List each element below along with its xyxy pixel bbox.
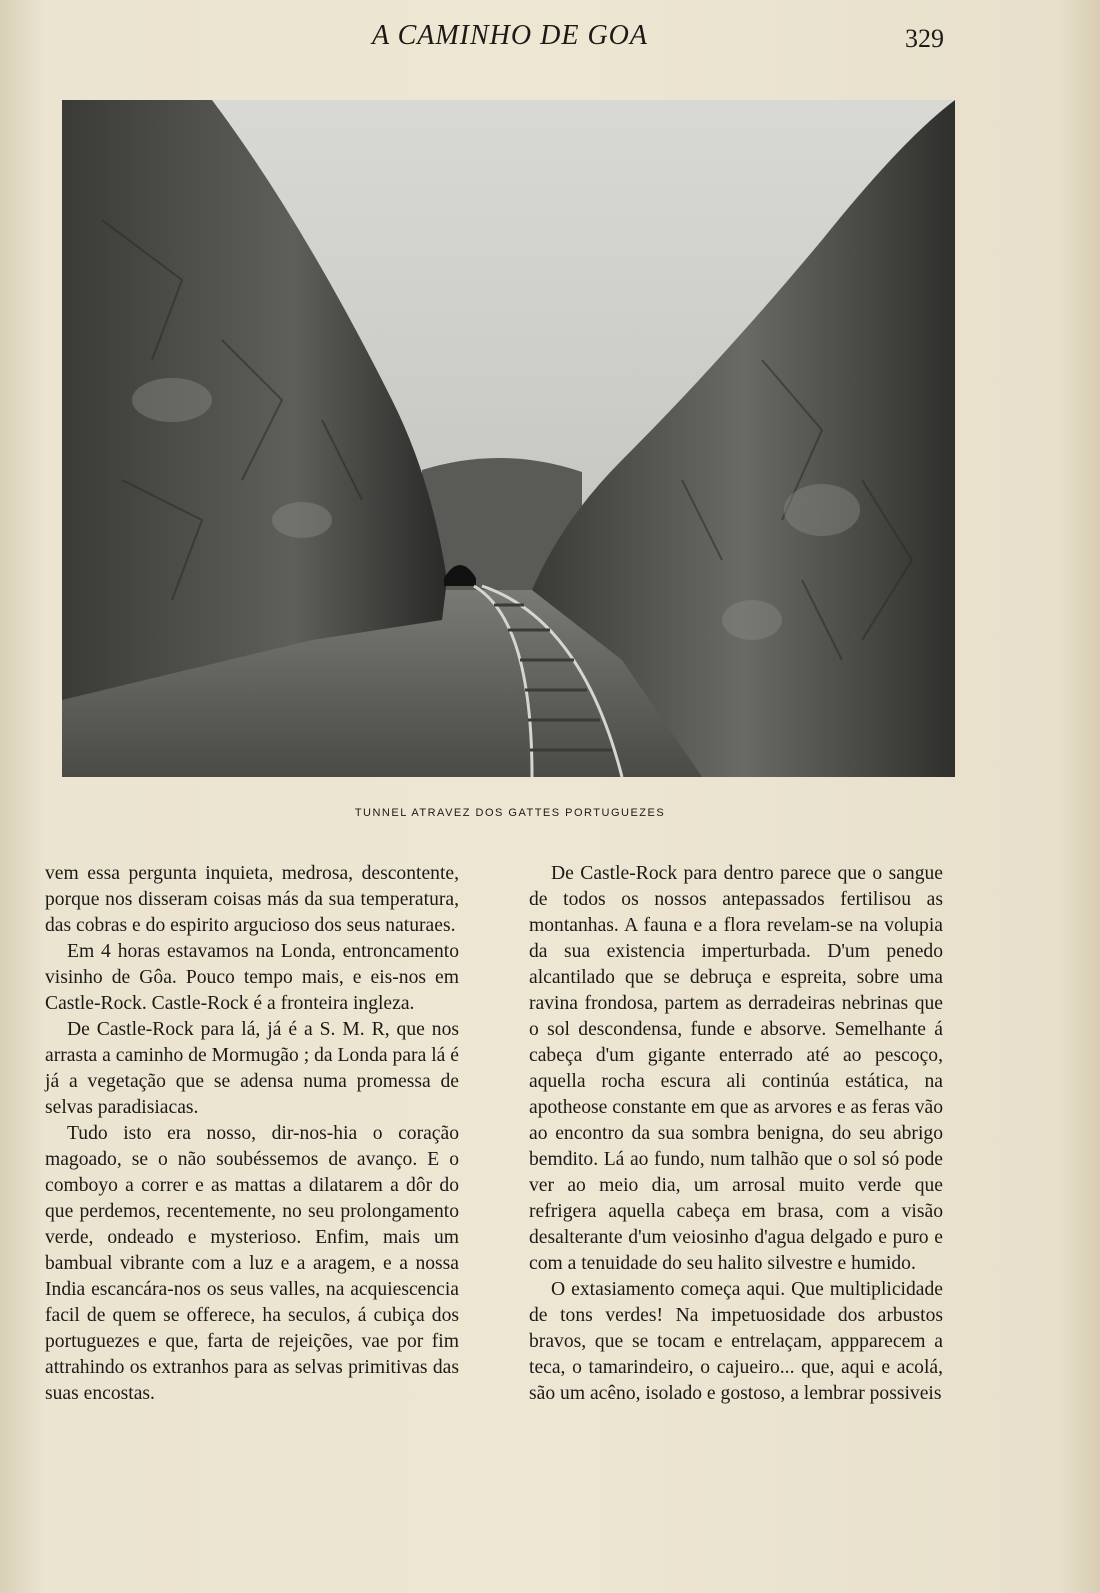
paragraph: Tudo isto era nosso, dir-nos-hia o coração magoado, se o não soubéssemos de avanço. E o comboyo a correr e as mattas a dilatarem a dôr do que perdemos, recentemente, no seu prolongamento verde, ondeado e mysterioso. Enfim, mais um bambual vibrante com a luz e a aragem, e a nossa India escancára-nos os seus valles, na acquiescencia facil de quem se offerece, ha seculos, á cubiça dos portuguezes e que, farta de rejeições, vae por fim attrahindo os extranhos para as selvas primitivas das suas encostas. [45,1123,459,1404]
paragraph: Em 4 horas estavamos na Londa, entroncamento visinho de Gôa. Pouco tempo mais, e eis-nos em Castle-Rock. Castle-Rock é a fronteira ingleza. [45,941,459,1014]
paragraph: vem essa pergunta inquieta, medrosa, descontente, porque nos disseram coisas más da sua temperatura, das cobras e do espirito argucioso dos seus naturaes. [45,863,459,936]
left-text-column [45,861,459,1407]
paragraph: De Castle-Rock para dentro parece que o sangue de todos os nossos antepassados fertilisou as montanhas. A fauna e a flora revelam-se na volupia da sua existencia imperturbada. D'um penedo alcantilado que se debruça e espreita, sobre uma ravina frondosa, partem as derradeiras nebrinas que o sol descondensa, funde e absorve. Semelhante á cabeça d'um gigante enterrado até ao pescoço, aquella rocha escura ali continúa estática, na apotheose constante em que as arvores e as feras vão ao encontro da sua sombra benigna, do seu abrigo bemdito. Lá ao fundo, num talhão que o sol só pode ver ao meio dia, um arrosal muito verde que refrigera aquella cabeça em brasa, com a visão desalterante d'um veiosinho d'agua delgado e puro e com a tenuidade do seu halito silvestre e humido. [529,863,944,1274]
paragraph: De Castle-Rock para lá, já é a S. M. R, que nos arrasta a caminho de Mormugão ; da Londa para lá é já a vegetação que se adensa numa promessa de selvas paradisiacas. [45,1019,459,1118]
photo-caption: TUNNEL ATRAVEZ DOS GATTES PORTUGUEZES [354,807,666,819]
railway-tunnel-photograph [62,100,955,777]
page-number: 329 [905,24,944,53]
running-header-title: A CAMINHO DE GOA [371,20,648,51]
paragraph: O extasiamento começa aqui. Que multiplicidade de tons verdes! Na impetuosidade dos arbustos bravos, que se tocam e entrelaçam, appparecem a teca, o tamarindeiro, o cajueiro... que, aqui e acolá, são um acêno, isolado e gostoso, a lembrar possiveis [529,1279,943,1404]
right-text-column [529,861,943,1407]
